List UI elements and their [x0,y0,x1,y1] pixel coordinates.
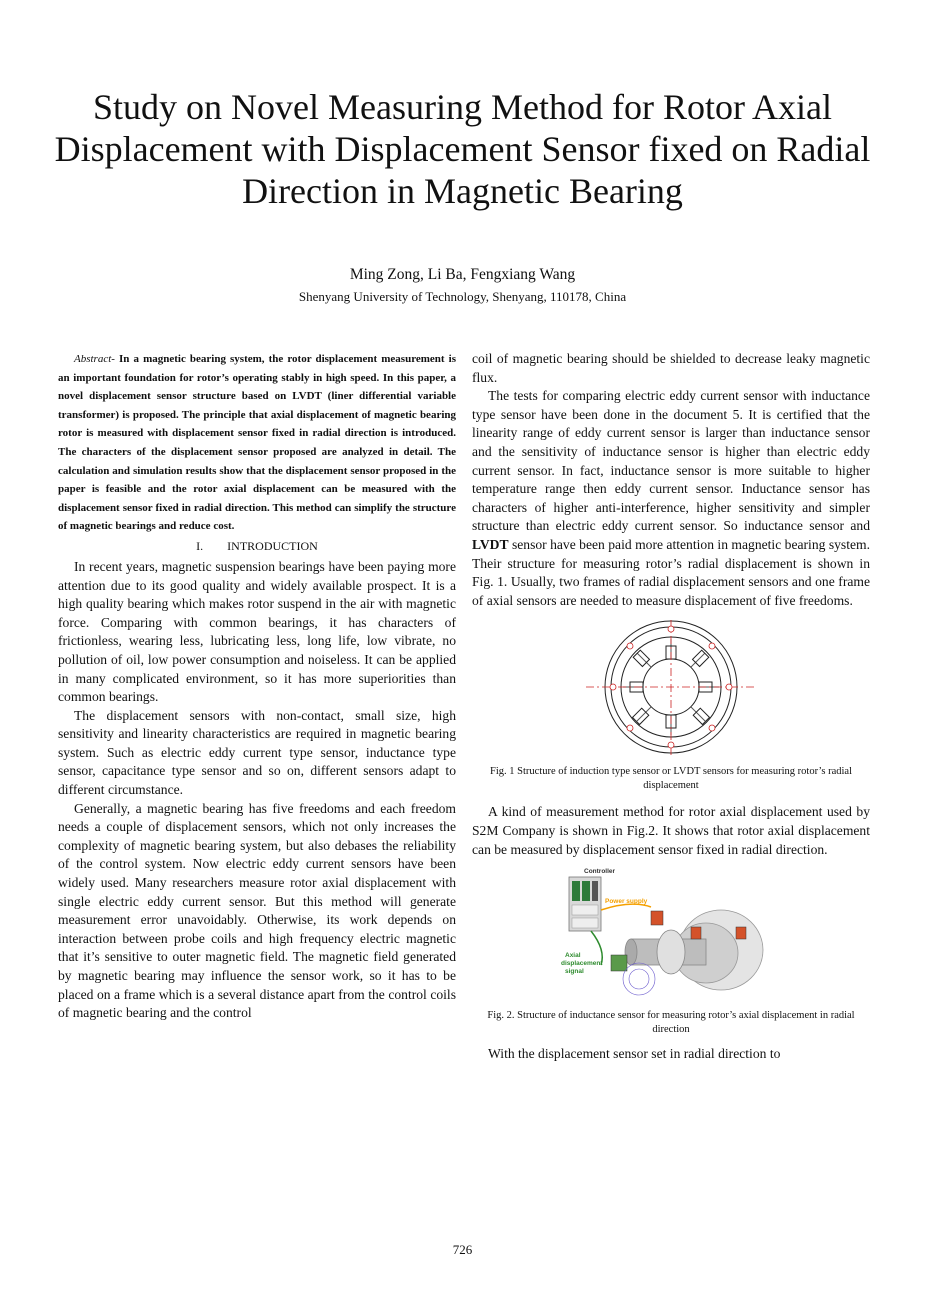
bolt-hole [668,742,674,748]
label-controller: Controller [584,868,616,876]
abstract-text: In a magnetic bearing system, the rotor displacement measurement is an important foundation for rotor’s operating stably in high speed. In this paper, a novel displacement sensor structure based on LVDT (liner differential variable transformer) is proposed. The principle that axial displacement of magnetic bearing rotor is measured with displacement sensor fixed in radial direction is introduced. The characters of the displacement sensor proposed are analyzed in detail. The calculation and simulation results show that the displacement sensor proposed in the paper is feasible and the rotor axial displacement can be measured with the displacement sensor fixed in radial direction. This method can simplify the structure of magnetic bearings and reduce cost. [58,353,456,533]
paper-title: Study on Novel Measuring Method for Rotor Axial Displacement with Displacement Sensor fixed on Radial Direction in Magnetic Bearing [54,87,871,211]
paragraph-text: The tests for comparing electric eddy current sensor with inductance type sensor have been done in the document 5. It is certified that the linearity range of eddy current sensor is larger than inductance sensor and the sensitivity of inductance sensor is higher than electric eddy current sensor. In fact, inductance sensor is more suitable to higher temperature range then eddy current sensor. Inductance sensor has characters of higher anti-interference, higher sensitivity and simpler structure than electric eddy current sensor. So inductance sensor and [472,388,870,534]
label-power-supply: Power supply [605,898,648,906]
bolt-hole [709,643,715,649]
paragraph-text: sensor have been paid more attention in magnetic bearing system. Their structure for measuring rotor’s radial displacement is shown in Fig. 1. Usually, two frames of radial displacement sensors and one frame of axial sensors are needed to measure displacement of five freedoms. [472,536,870,608]
section-title-initial: I [227,538,232,553]
fig1-sensor-diagram [586,620,756,755]
fig2-caption: Fig. 2. Structure of inductance sensor for measuring rotor’s axial displacement in radial direction [487,1010,855,1036]
paragraph: Generally, a magnetic bearing has five freedoms and each freedom needs a couple of displacement sensors, which not only increases the complexity of magnetic bearing system, but also debases the reliability of the control system. Now electric eddy current sensors have been widely used. Many researchers measure rotor axial displacement with single electric eddy current sensor. But this method will generate measurement error unavoidably. Otherwise, its work depends on interaction between probe coils and high frequency electric magnetic that it’s sensitive to outer magnetic field. The magnetic field generated by magnetic bearing may influence the sensor work, so it has to be placed on a frame which is a several distance apart from the control coils of magnetic bearing and the control [58,800,456,1021]
rotor-assembly [611,910,763,995]
power-wire [601,904,651,910]
sensor-pole [633,651,649,667]
paragraph [472,387,870,610]
abstract-lead: Abstract- [74,353,115,365]
left-column [58,350,456,1023]
right-column [472,350,870,1064]
paragraph: A kind of measurement method for rotor axial displacement used by S2M Company is shown in Fig.2. It shows that rotor axial displacement can be measured by displacement sensor fixed in radial direction. [472,804,870,857]
label-axial-signal-3: signal [565,968,584,976]
paragraph: In recent years, magnetic suspension bearings have been paying more attention due to its good quality and widely available prospect. It is a high quality bearing which makes rotor suspend in the air with magnetic force. Comparing with common bearings, it has characters of frictionless, wearing less, lubricating less, long life, low vibrate, no pollution of oil, low power consumption and noiseless. It can be applied in many complicated environment, so it has more superiorities than common bearings. [58,558,456,705]
fig2-sensor-diagram [561,865,781,1003]
author-list: Ming Zong, Li Ba, Fengxiang Wang [349,266,576,283]
paragraph: With the displacement sensor set in radial direction to [488,1046,781,1062]
bolt-hole [668,626,674,632]
bolt-hole [726,684,732,690]
abstract [58,350,456,536]
section-number: I. [196,538,204,553]
section-heading-introduction [58,537,456,555]
bolt-hole [709,725,715,731]
controller-cabinet [569,877,601,931]
paragraph: coil of magnetic bearing should be shielded to decrease leaky magnetic flux. [472,351,870,385]
page-number: 726 [452,1242,473,1257]
paragraph-bold: LVDT [472,536,509,552]
sensor-pole [693,651,709,667]
bolt-hole [627,643,633,649]
affiliation: Shenyang University of Technology, Shenyang, 110178, China [298,289,627,304]
label-axial-signal-1: Axial [565,952,581,960]
bolt-hole [627,725,633,731]
figure-2 [472,865,870,1037]
figure-1 [472,620,870,793]
label-axial-signal-2: displacement [561,960,603,968]
section-title-rest: NTRODUCTION [231,538,318,553]
fig1-caption: Fig. 1 Structure of induction type sensor or LVDT sensors for measuring rotor’s radial displacement [490,766,852,792]
paragraph: The displacement sensors with non-contact, small size, high sensitivity and linearity characteristics are required in magnetic bearing system. Such as electric eddy current type sensor, inductance type sensor, capacitance type sensor and so on, different sensors adapt to different circumstance. [58,707,456,798]
bolt-hole [610,684,616,690]
